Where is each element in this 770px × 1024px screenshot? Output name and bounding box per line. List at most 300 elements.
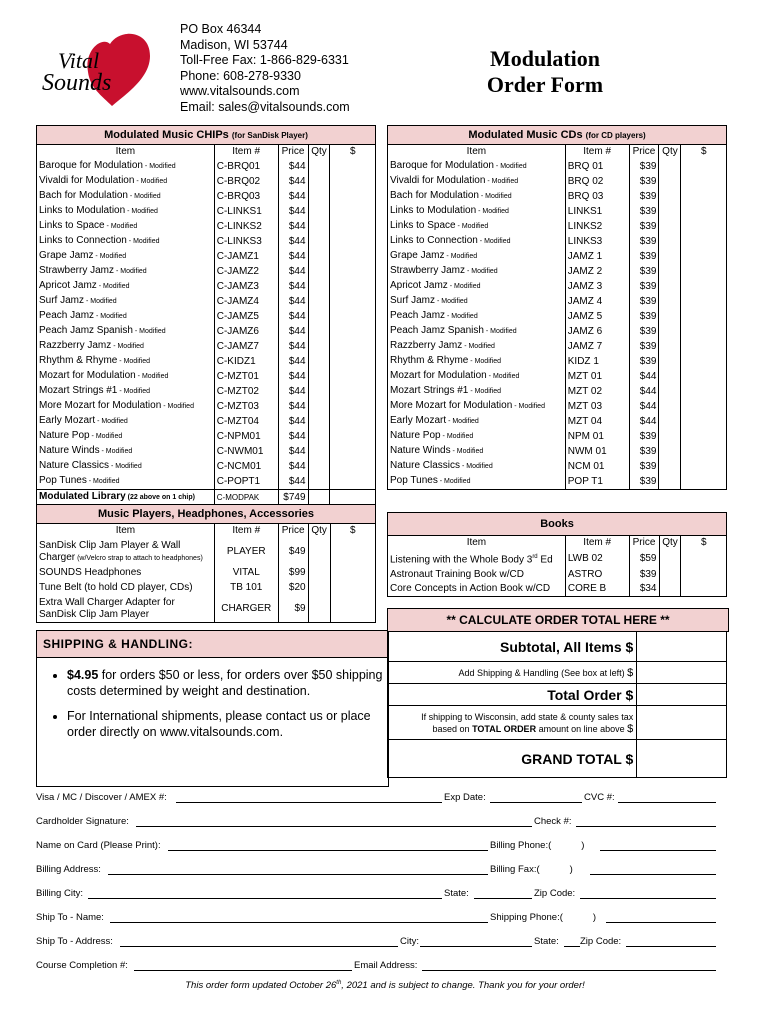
billing-address-field[interactable]	[108, 864, 488, 875]
line-total-field[interactable]	[681, 279, 727, 294]
item-price: $44	[278, 279, 308, 294]
line-total-field[interactable]	[681, 369, 727, 384]
item-number: JAMZ 6	[565, 324, 629, 339]
item-number: JAMZ 1	[565, 249, 629, 264]
item-price: $44	[278, 159, 308, 174]
table-row	[388, 309, 727, 324]
item-name: Surf Jamz - Modified	[39, 295, 117, 307]
total-col-header: $	[330, 524, 375, 538]
line-total-field[interactable]	[681, 189, 727, 204]
qty-field[interactable]	[308, 444, 330, 459]
table-row	[388, 264, 727, 279]
item-number: C-JAMZ3	[214, 279, 278, 294]
item-name: Peach Jamz - Modified	[39, 310, 127, 322]
item-price: $44	[278, 324, 308, 339]
qty-field[interactable]	[308, 384, 330, 399]
signature-label: Cardholder Signature:	[36, 816, 129, 827]
item-number: LWB 02	[565, 550, 629, 567]
item-price: $39	[629, 249, 659, 264]
item-name: Extra Wall Charger Adapter for SanDisk Clip Jam Player	[39, 596, 175, 620]
item-price: $39	[629, 159, 659, 174]
price-col-header: Price	[629, 145, 659, 159]
item-num-col-header: Item #	[214, 145, 278, 159]
billing-fax-field[interactable]	[590, 864, 716, 875]
books-table	[387, 536, 727, 597]
footer-note: This order form updated October 26th, 2021 and is subject to change. Thank you for your order!	[185, 980, 585, 992]
item-price: $39	[629, 444, 659, 459]
svg-text:Vital: Vital	[58, 48, 100, 73]
line-total-field[interactable]	[330, 566, 375, 580]
state2-field[interactable]	[564, 936, 580, 947]
table-row	[388, 174, 727, 189]
item-name: Mozart Strings #1 - Modified	[39, 385, 151, 397]
column-header-row	[37, 145, 376, 159]
qty-field[interactable]	[659, 354, 681, 369]
item-price: $39	[629, 568, 659, 582]
item-price: $39	[629, 294, 659, 309]
line-total-field[interactable]	[330, 414, 376, 429]
shipping-row: Add Shipping & Handling (See box at left) $	[388, 662, 637, 684]
item-number: KIDZ 1	[565, 354, 629, 369]
line-total-field[interactable]	[330, 354, 376, 369]
item-number: NPM 01	[565, 429, 629, 444]
qty-field[interactable]	[659, 369, 681, 384]
ship-address-label: Ship To - Address:	[36, 936, 113, 947]
table-row	[37, 249, 376, 264]
item-name: Mozart for Modulation - Modified	[39, 370, 169, 382]
qty-field[interactable]	[308, 279, 330, 294]
table-row	[388, 429, 727, 444]
line-total-field[interactable]	[681, 384, 727, 399]
table-row	[388, 219, 727, 234]
line-total-field[interactable]	[330, 538, 375, 566]
line-total-field[interactable]	[330, 474, 376, 490]
table-row	[388, 249, 727, 264]
qty-col-header: Qty	[308, 524, 330, 538]
item-price: $39	[629, 174, 659, 189]
item-price: $39	[629, 339, 659, 354]
line-total-field[interactable]	[681, 429, 727, 444]
tax-field[interactable]	[637, 706, 727, 740]
qty-field[interactable]	[659, 474, 681, 490]
item-price: $44	[629, 399, 659, 414]
ship-address-field[interactable]	[120, 936, 398, 947]
item-number: BRQ 03	[565, 189, 629, 204]
qty-field[interactable]	[308, 474, 330, 490]
item-number: MZT 02	[565, 384, 629, 399]
library-number: C-MODPAK	[214, 490, 278, 506]
cvc-label: CVC #:	[584, 792, 615, 803]
website-link[interactable]: www.vitalsounds.com	[180, 84, 300, 98]
item-name: Mozart Strings #1 - Modified	[390, 385, 502, 397]
line-total-field[interactable]	[681, 249, 727, 264]
item-number: LINKS1	[565, 204, 629, 219]
qty-field[interactable]	[659, 414, 681, 429]
qty-field[interactable]	[308, 369, 330, 384]
table-row	[37, 279, 376, 294]
item-price: $44	[278, 384, 308, 399]
line-total-field[interactable]	[681, 474, 727, 490]
shipping-list	[37, 668, 388, 740]
line-total-field[interactable]	[681, 204, 727, 219]
subtotal-field[interactable]	[637, 632, 727, 662]
qty-field[interactable]	[308, 309, 330, 324]
vital-sounds-logo	[38, 30, 158, 110]
card-number-label: Visa / MC / Discover / AMEX #:	[36, 792, 167, 803]
city-field[interactable]	[420, 936, 532, 947]
qty-field[interactable]	[308, 159, 330, 174]
qty-field[interactable]	[308, 459, 330, 474]
qty-field[interactable]	[308, 581, 330, 595]
item-number: BRQ 02	[565, 174, 629, 189]
item-name: Bach for Modulation - Modified	[390, 190, 512, 202]
library-price: $749	[278, 490, 308, 506]
item-price: $44	[278, 219, 308, 234]
item-number: C-JAMZ6	[214, 324, 278, 339]
qty-field[interactable]	[308, 219, 330, 234]
line-total-field[interactable]	[681, 568, 727, 582]
svg-text:Sounds: Sounds	[42, 70, 112, 96]
item-col-header: Item	[115, 146, 136, 158]
name-on-card-label: Name on Card (Please Print):	[36, 840, 161, 851]
line-total-field[interactable]	[330, 294, 376, 309]
line-total-field[interactable]	[681, 414, 727, 429]
item-price: $44	[278, 309, 308, 324]
cvc-field[interactable]	[618, 792, 716, 803]
item-name: Peach Jamz - Modified	[390, 310, 478, 322]
item-price: $44	[278, 189, 308, 204]
table-row	[388, 204, 727, 219]
city-label: City:	[400, 936, 419, 947]
item-num-col-header: Item #	[565, 536, 629, 550]
item-number: MZT 03	[565, 399, 629, 414]
qty-field[interactable]	[308, 538, 330, 566]
table-row	[388, 474, 727, 490]
qty-field[interactable]	[659, 339, 681, 354]
item-price: $39	[629, 279, 659, 294]
billing-phone-field[interactable]	[600, 840, 716, 851]
table-row	[37, 174, 376, 189]
item-price: $39	[629, 354, 659, 369]
item-price: $44	[278, 294, 308, 309]
item-name: Baroque for Modulation - Modified	[39, 160, 176, 172]
table-row	[37, 309, 376, 324]
table-row	[388, 399, 727, 414]
table-row	[37, 581, 376, 595]
course-label: Course Completion #:	[36, 960, 128, 971]
email-link[interactable]: Email: sales@vitalsounds.com	[180, 99, 350, 114]
ship-name-field[interactable]	[110, 912, 488, 923]
qty-field[interactable]	[308, 249, 330, 264]
state-field[interactable]	[474, 888, 532, 899]
item-number: JAMZ 3	[565, 279, 629, 294]
line-total-field[interactable]	[681, 264, 727, 279]
item-price: $39	[629, 474, 659, 490]
qty-field[interactable]	[659, 568, 681, 582]
line-total-field[interactable]	[681, 174, 727, 189]
item-name: Tune Belt (to hold CD player, CDs)	[39, 581, 193, 593]
item-name: Grape Jamz - Modified	[390, 250, 478, 262]
qty-field[interactable]	[659, 264, 681, 279]
item-number: C-JAMZ2	[214, 264, 278, 279]
qty-field[interactable]	[308, 566, 330, 580]
zip-field[interactable]	[580, 888, 716, 899]
item-price: $44	[278, 264, 308, 279]
qty-field[interactable]	[659, 459, 681, 474]
qty-field[interactable]	[308, 294, 330, 309]
total-col-header: $	[681, 536, 727, 550]
item-number: POP T1	[565, 474, 629, 490]
item-number: JAMZ 4	[565, 294, 629, 309]
line-total-field[interactable]	[681, 234, 727, 249]
billing-phone-label: Billing Phone:( )	[490, 840, 585, 851]
item-name: Rhythm & Rhyme - Modified	[390, 355, 502, 367]
line-total-field[interactable]	[330, 174, 376, 189]
line-total-field[interactable]	[681, 550, 727, 567]
shipping-field[interactable]	[637, 662, 727, 684]
item-price: $44	[278, 399, 308, 414]
cds-header: Modulated Music CDs (for CD players)	[387, 125, 727, 145]
item-number: C-JAMZ7	[214, 339, 278, 354]
zip-label: Zip Code:	[534, 888, 576, 899]
item-name: Strawberry Jamz - Modified	[390, 265, 498, 277]
item-name: Razzberry Jamz - Modified	[39, 340, 144, 352]
qty-field[interactable]	[659, 444, 681, 459]
item-name: Baroque for Modulation - Modified	[390, 160, 527, 172]
ship-name-label: Ship To - Name:	[36, 912, 104, 923]
item-price: $44	[278, 339, 308, 354]
form-title: Modulation Order Form	[486, 46, 604, 97]
line-total-field[interactable]	[330, 189, 376, 204]
qty-field[interactable]	[308, 234, 330, 249]
item-number: C-JAMZ5	[214, 309, 278, 324]
shipping-rate: • $4.95 for orders $50 or less, for orders over $50 shipping costs determined by weight and destination.	[67, 668, 388, 699]
zip2-field[interactable]	[626, 936, 716, 947]
item-name: Core Concepts in Action Book w/CD	[390, 583, 551, 595]
item-name: Links to Connection - Modified	[390, 235, 511, 247]
item-price: $44	[278, 429, 308, 444]
qty-field[interactable]	[308, 339, 330, 354]
column-header-row	[37, 524, 376, 538]
item-price: $39	[629, 264, 659, 279]
table-row	[37, 264, 376, 279]
name-on-card-field[interactable]	[168, 840, 488, 851]
players-header: Music Players, Headphones, Accessories	[36, 504, 376, 524]
qty-field[interactable]	[659, 384, 681, 399]
table-row	[388, 189, 727, 204]
table-row	[388, 324, 727, 339]
item-number: C-MZT01	[214, 369, 278, 384]
check-field[interactable]	[576, 816, 716, 827]
line-total-field[interactable]	[330, 384, 376, 399]
item-number: C-POPT1	[214, 474, 278, 490]
qty-field[interactable]	[308, 174, 330, 189]
subtotal-row: Subtotal, All Items $	[388, 632, 637, 662]
line-total-field[interactable]	[330, 249, 376, 264]
line-total-field[interactable]	[330, 219, 376, 234]
line-total-field[interactable]	[330, 369, 376, 384]
qty-field[interactable]	[659, 324, 681, 339]
exp-date-label: Exp Date:	[444, 792, 486, 803]
item-name: Apricot Jamz - Modified	[390, 280, 481, 292]
item-price: $44	[278, 204, 308, 219]
line-total-field[interactable]	[681, 159, 727, 174]
table-row	[37, 219, 376, 234]
qty-field[interactable]	[659, 174, 681, 189]
line-total-field[interactable]	[330, 444, 376, 459]
shipping-title: SHIPPING & HANDLING:	[37, 631, 388, 658]
item-name: Mozart for Modulation - Modified	[390, 370, 520, 382]
billing-city-field[interactable]	[88, 888, 442, 899]
item-number: CHARGER	[214, 595, 278, 623]
chips-section	[36, 125, 376, 506]
item-number: LINKS2	[565, 219, 629, 234]
item-price: $49	[278, 538, 308, 566]
qty-field[interactable]	[659, 189, 681, 204]
item-number: JAMZ 7	[565, 339, 629, 354]
line-total-field[interactable]	[330, 159, 376, 174]
line-total-field[interactable]	[681, 324, 727, 339]
exp-date-field[interactable]	[490, 792, 582, 803]
email-label: Email Address:	[354, 960, 418, 971]
qty-field[interactable]	[308, 204, 330, 219]
table-row	[388, 550, 727, 567]
line-total-field[interactable]	[681, 294, 727, 309]
qty-field[interactable]	[308, 595, 330, 623]
qty-field[interactable]	[659, 294, 681, 309]
line-total-field[interactable]	[330, 309, 376, 324]
line-total-field[interactable]	[330, 264, 376, 279]
qty-field[interactable]	[308, 189, 330, 204]
item-number: C-MZT04	[214, 414, 278, 429]
item-number: MZT 01	[565, 369, 629, 384]
shipping-phone-field[interactable]	[606, 912, 716, 923]
city-line: Madison, WI 53744	[180, 37, 288, 52]
line-total-field[interactable]	[330, 279, 376, 294]
billing-city-label: Billing City:	[36, 888, 83, 899]
item-name: Early Mozart - Modified	[390, 415, 479, 427]
line-total-field[interactable]	[681, 459, 727, 474]
cds-section	[387, 125, 727, 490]
players-table	[36, 524, 376, 623]
card-number-field[interactable]	[176, 792, 442, 803]
item-number: C-MZT03	[214, 399, 278, 414]
item-price: $9	[278, 595, 308, 623]
qty-field[interactable]	[659, 429, 681, 444]
qty-field[interactable]	[308, 264, 330, 279]
line-total-field[interactable]	[330, 429, 376, 444]
qty-field[interactable]	[308, 354, 330, 369]
table-row	[37, 159, 376, 174]
qty-field[interactable]	[308, 429, 330, 444]
qty-field[interactable]	[659, 550, 681, 567]
table-row	[37, 566, 376, 580]
table-row	[388, 582, 727, 597]
item-col-header: Item	[115, 525, 136, 537]
qty-field[interactable]	[659, 309, 681, 324]
table-row	[37, 459, 376, 474]
item-price: $39	[629, 459, 659, 474]
qty-field[interactable]	[659, 234, 681, 249]
line-total-field[interactable]	[681, 309, 727, 324]
table-row	[37, 294, 376, 309]
qty-field[interactable]	[659, 279, 681, 294]
signature-field[interactable]	[136, 816, 532, 827]
line-total-field[interactable]	[330, 581, 375, 595]
item-name: Nature Classics - Modified	[39, 460, 142, 472]
qty-field[interactable]	[659, 219, 681, 234]
item-price: $44	[278, 369, 308, 384]
price-col-header: Price	[278, 524, 308, 538]
grand-total-field[interactable]	[637, 740, 727, 778]
item-name: Early Mozart - Modified	[39, 415, 128, 427]
qty-field[interactable]	[308, 324, 330, 339]
item-number: C-KIDZ1	[214, 354, 278, 369]
line-total-field[interactable]	[681, 582, 727, 597]
item-number: TB 101	[214, 581, 278, 595]
books-section	[387, 512, 727, 597]
item-price: $20	[278, 581, 308, 595]
qty-field[interactable]	[659, 399, 681, 414]
table-row	[388, 294, 727, 309]
line-total-field[interactable]	[681, 339, 727, 354]
item-number: C-NWM01	[214, 444, 278, 459]
item-price: $34	[629, 582, 659, 597]
item-price: $44	[278, 474, 308, 490]
line-total-field[interactable]	[330, 339, 376, 354]
item-name: Strawberry Jamz - Modified	[39, 265, 147, 277]
line-total-field[interactable]	[330, 595, 375, 623]
total-col-header: $	[681, 145, 727, 159]
billing-fax-label: Billing Fax:( )	[490, 864, 573, 875]
item-col-header: Item	[466, 146, 487, 158]
line-total-field[interactable]	[330, 204, 376, 219]
qty-field[interactable]	[308, 399, 330, 414]
fax-line: Toll-Free Fax: 1-866-829-6331	[180, 53, 349, 67]
qty-field[interactable]	[659, 249, 681, 264]
line-total-field[interactable]	[681, 444, 727, 459]
line-total-field[interactable]	[681, 219, 727, 234]
line-total-field[interactable]	[330, 234, 376, 249]
item-name: Apricot Jamz - Modified	[39, 280, 130, 292]
item-price: $39	[629, 189, 659, 204]
item-name: Links to Space - Modified	[390, 220, 489, 232]
qty-field[interactable]	[308, 414, 330, 429]
email-field[interactable]	[422, 960, 716, 971]
item-price: $39	[629, 429, 659, 444]
line-total-field[interactable]	[330, 459, 376, 474]
item-number: C-MZT02	[214, 384, 278, 399]
line-total-field[interactable]	[330, 399, 376, 414]
line-total-field[interactable]	[330, 324, 376, 339]
item-name: Peach Jamz Spanish - Modified	[39, 325, 166, 337]
item-number: C-JAMZ4	[214, 294, 278, 309]
item-price: $44	[629, 384, 659, 399]
item-number: MZT 04	[565, 414, 629, 429]
course-field[interactable]	[134, 960, 352, 971]
qty-field[interactable]	[659, 204, 681, 219]
line-total-field[interactable]	[681, 354, 727, 369]
qty-field[interactable]	[659, 582, 681, 597]
order-total-field[interactable]	[637, 684, 727, 706]
qty-field[interactable]	[659, 159, 681, 174]
item-number: C-BRQ02	[214, 174, 278, 189]
line-total-field[interactable]	[681, 399, 727, 414]
phone-line: Phone: 608-278-9330	[180, 68, 301, 83]
item-price: $44	[629, 369, 659, 384]
item-name: Links to Modulation - Modified	[39, 205, 158, 217]
item-number: JAMZ 2	[565, 264, 629, 279]
